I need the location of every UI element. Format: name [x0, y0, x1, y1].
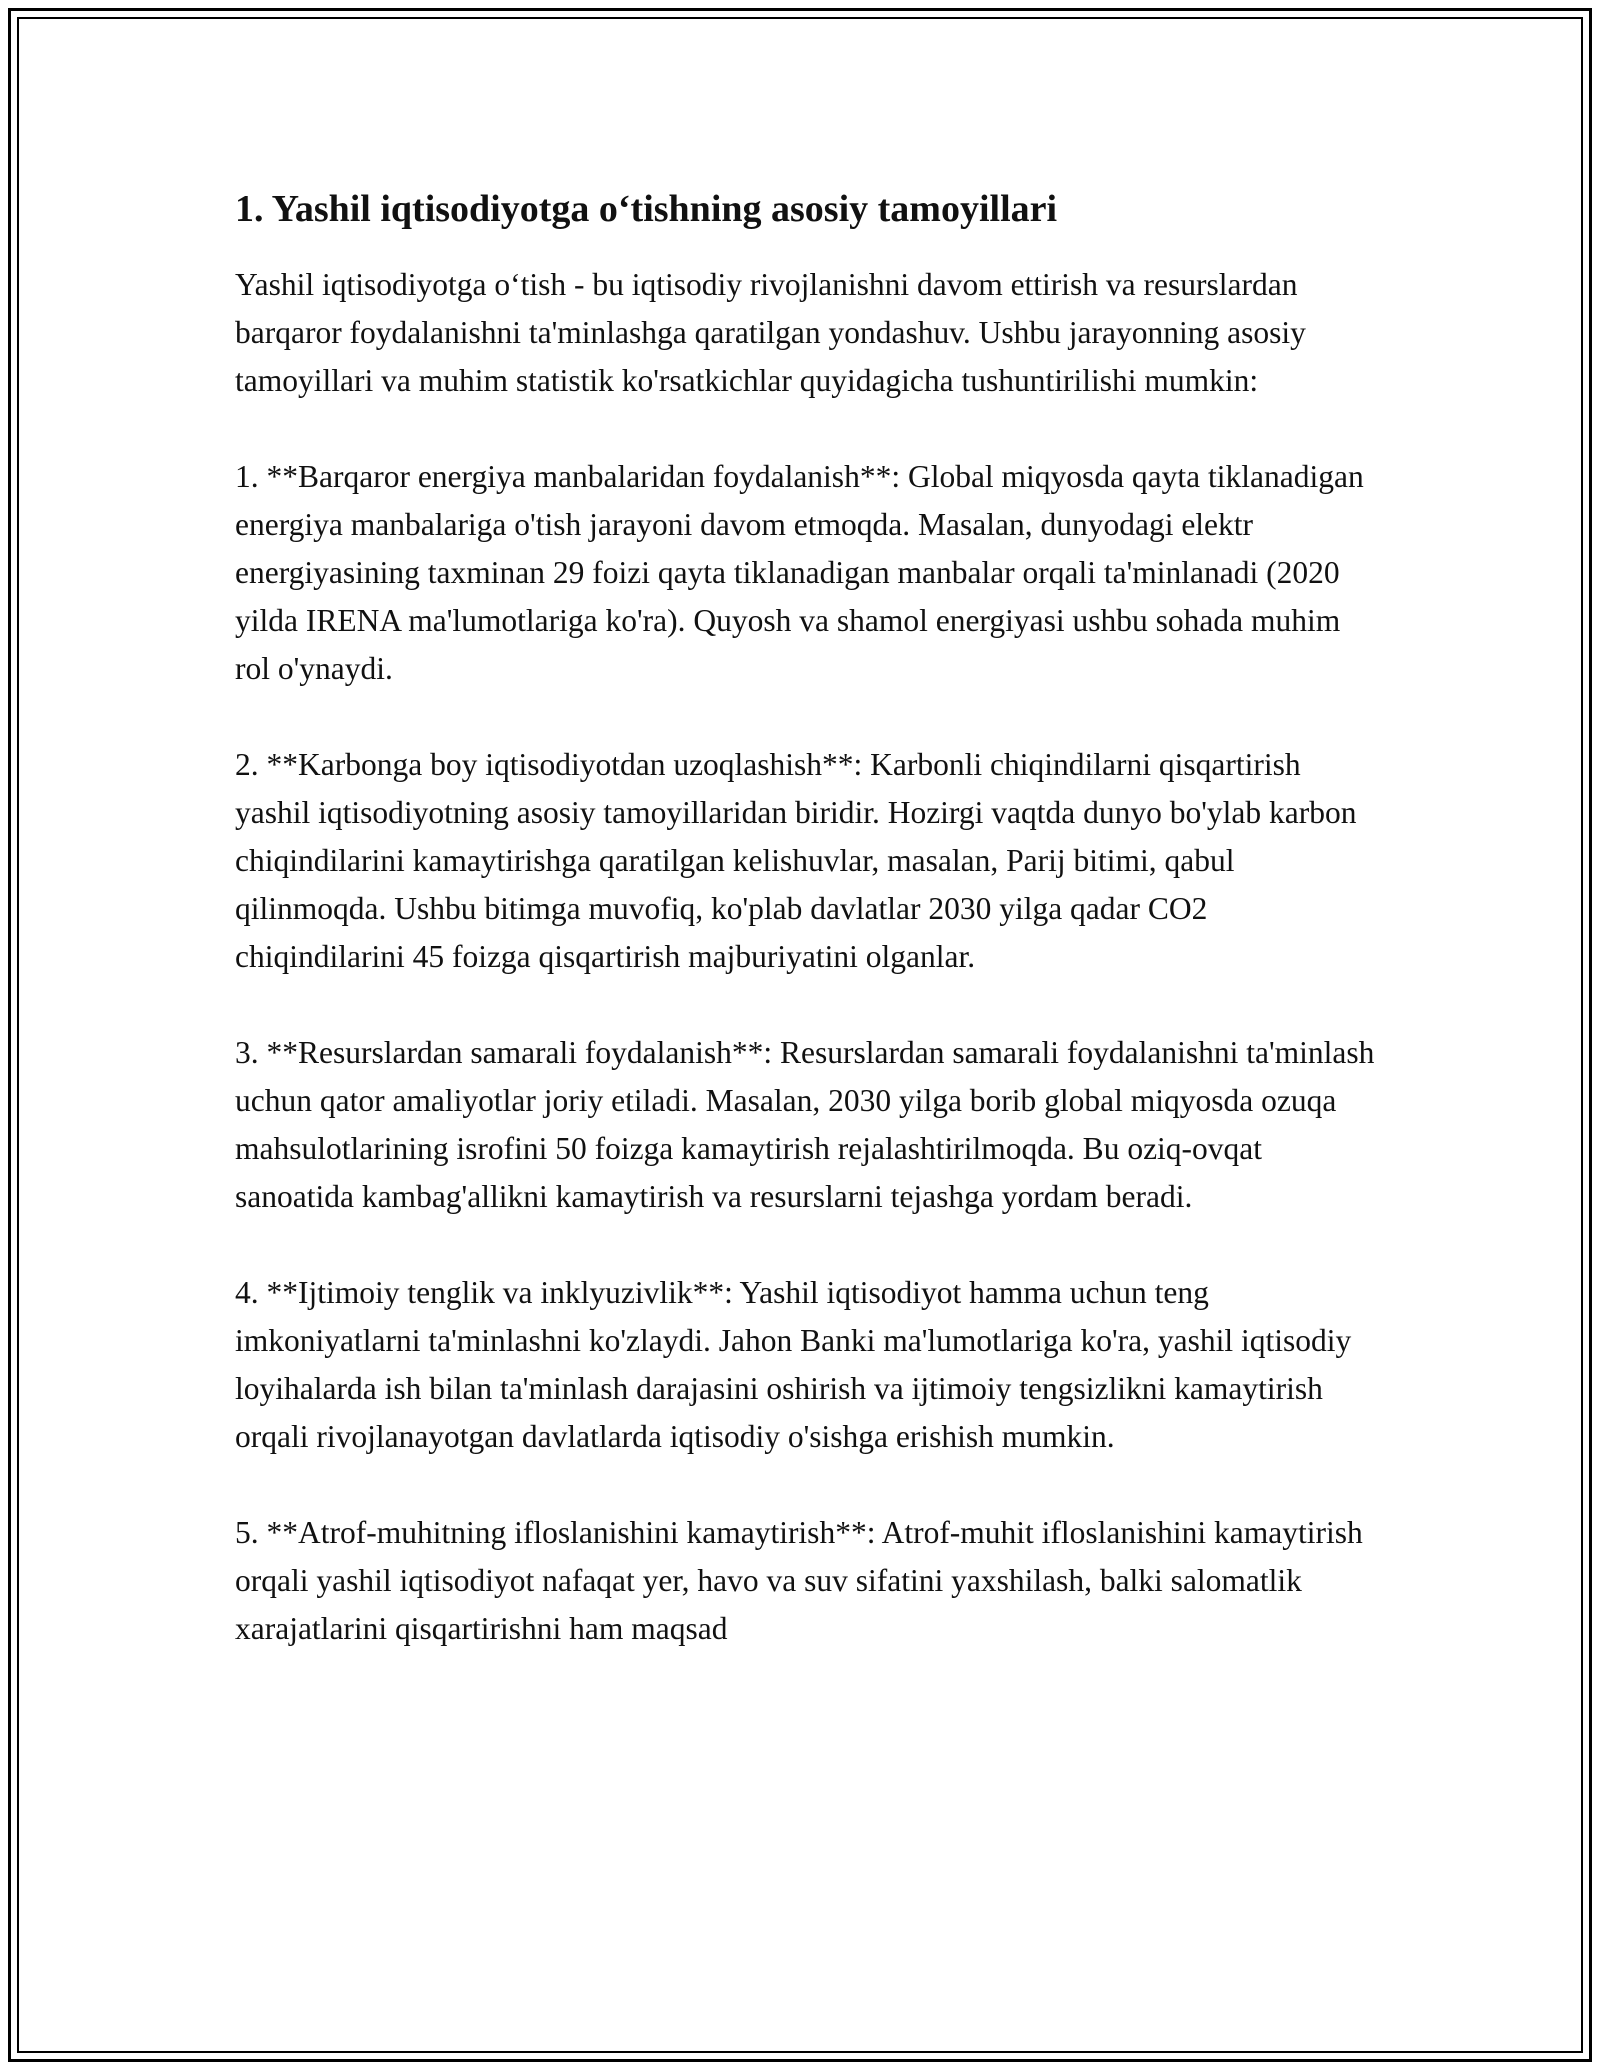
point-1-paragraph: 1. **Barqaror energiya manbalaridan foydalanish**: Global miqyosda qayta tiklanadigan energiya manbalariga o'tish jarayoni davom etmoqda. Masalan, dunyodagi elektr energiyasining taxminan 29 foizi qayta tiklanadigan manbalar orqali ta'minlanadi (2020 yilda IRENA ma'lumotlariga ko'ra). Quyosh va shamol energiyasi ushbu sohada muhim rol o'ynaydi. — [235, 459, 1364, 686]
intro-paragraph: Yashil iqtisodiyotga o‘tish - bu iqtisodiy rivojlanishni davom ettirish va resurslardan barqaror foydalanishni ta'minlashga qaratilgan yondashuv. Ushbu jarayonning asosiy tamoyillari va muhim statistik ko'rsatkichlar quyidagicha tushuntirilishi mumkin: — [235, 267, 1306, 398]
section-title: 1. Yashil iqtisodiyotga o‘tishning asosiy tamoyillari — [235, 188, 1058, 230]
point-3-paragraph: 3. **Resurslardan samarali foydalanish**: Resurslardan samarali foydalanishni ta'minlash uchun qator amaliyotlar joriy etiladi. Masalan, 2030 yilga borib global miqyosda ozuqa mahsulotlarining isrofini 50 foizga kamaytirish rejalashtirilmoqda. Bu oziq-ovqat sanoatida kambag'allikni kamaytirish va resurslarni tejashga yordam beradi. — [235, 1035, 1375, 1214]
point-5-paragraph: 5. **Atrof-muhitning ifloslanishini kamaytirish**: Atrof-muhit ifloslanishini kamaytirish orqali yashil iqtisodiyot nafaqat yer, havo va suv sifatini yaxshilash, balki salomatlik xarajatlarini qisqartirishni ham maqsad — [235, 1515, 1363, 1646]
document-body — [235, 183, 1375, 1701]
point-2-paragraph: 2. **Karbonga boy iqtisodiyotdan uzoqlashish**: Karbonli chiqindilarni qisqartirish yashil iqtisodiyotning asosiy tamoyillaridan biridir. Hozirgi vaqtda dunyo bo'ylab karbon chiqindilarini kamaytirishga qaratilgan kelishuvlar, masalan, Parij bitimi, qabul qilinmoqda. Ushbu bitimga muvofiq, ko'plab davlatlar 2030 yilga qadar CO2 chiqindilarini 45 foizga qisqartirish majburiyatini olganlar. — [235, 747, 1357, 974]
point-4-paragraph: 4. **Ijtimoiy tenglik va inklyuzivlik**: Yashil iqtisodiyot hamma uchun teng imkoniyatlarni ta'minlashni ko'zlaydi. Jahon Banki ma'lumotlariga ko'ra, yashil iqtisodiy loyihalarda ish bilan ta'minlash darajasini oshirish va ijtimoiy tengsizlikni kamaytirish orqali rivojlanayotgan davlatlarda iqtisodiy o'sishga erishish mumkin. — [235, 1275, 1352, 1454]
